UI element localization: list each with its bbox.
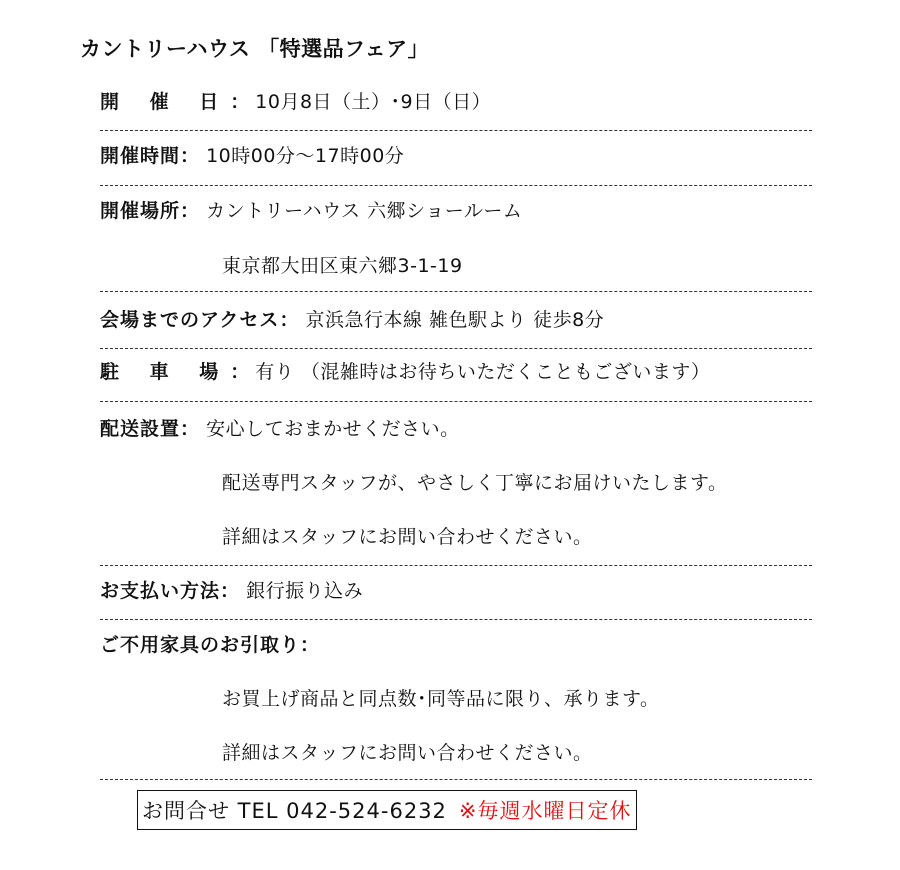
venue-address: 東京都大田区東六郷3-1-19 bbox=[222, 255, 463, 277]
pickup-label bbox=[100, 634, 320, 656]
parking-label-text: 駐 車 場 bbox=[100, 361, 231, 383]
venue-row bbox=[100, 198, 522, 224]
delivery-line-2: 配送専門スタッフが、やさしく丁寧にお届けいたします。 bbox=[222, 472, 728, 494]
hours-label-colon: ： bbox=[180, 145, 201, 167]
divider-delivery bbox=[100, 565, 812, 566]
dates-row bbox=[100, 89, 491, 115]
contact-box bbox=[137, 790, 637, 830]
dates-label-colon: ： bbox=[230, 91, 250, 113]
venue-label bbox=[100, 200, 200, 222]
divider-hours bbox=[100, 185, 812, 186]
delivery-label-text: 配送設置 bbox=[100, 418, 181, 440]
pickup-label-colon: ： bbox=[300, 634, 321, 656]
venue-name: カントリーハウス 六郷ショールーム bbox=[206, 200, 523, 222]
pickup-label-text: ご不用家具のお引取り bbox=[100, 634, 301, 656]
delivery-row bbox=[100, 416, 460, 442]
closed-day-note: ※毎週水曜日定休 bbox=[458, 799, 632, 823]
document-title: カントリーハウス 「特選品フェア」 bbox=[80, 37, 430, 61]
hours-row bbox=[100, 143, 404, 169]
access-label-colon: ： bbox=[279, 309, 300, 331]
delivery-label bbox=[100, 418, 200, 440]
pickup-line-2: 詳細はスタッフにお問い合わせください。 bbox=[222, 742, 593, 764]
venue-label-colon: ： bbox=[180, 200, 201, 222]
divider-access bbox=[100, 348, 812, 349]
delivery-label-colon: ： bbox=[180, 418, 201, 440]
hours-label-text: 開催時間 bbox=[100, 145, 181, 167]
pickup-row bbox=[100, 632, 320, 658]
dates-value: 10月8日（土）･9日（日） bbox=[255, 91, 492, 113]
payment-value: 銀行振り込み bbox=[246, 580, 364, 602]
dates-label-text: 開 催 日 bbox=[100, 91, 231, 113]
access-label-text: 会場までのアクセス bbox=[100, 309, 280, 331]
venue-label-text: 開催場所 bbox=[100, 200, 181, 222]
payment-row bbox=[100, 578, 363, 604]
divider-venue bbox=[100, 291, 812, 292]
pickup-line-1: お買上げ商品と同点数･同等品に限り、承ります。 bbox=[222, 688, 660, 710]
access-label bbox=[100, 309, 299, 331]
contact-text: お問合せ TEL 042-524-6232 bbox=[142, 799, 447, 823]
access-row bbox=[100, 307, 604, 333]
dates-label bbox=[100, 91, 249, 113]
payment-label-colon: ： bbox=[220, 580, 241, 602]
divider-dates bbox=[100, 130, 812, 131]
divider-payment bbox=[100, 619, 812, 620]
parking-label bbox=[100, 361, 249, 383]
parking-row bbox=[100, 359, 710, 385]
payment-label bbox=[100, 580, 240, 602]
access-value: 京浜急行本線 雑色駅より 徒歩8分 bbox=[305, 309, 605, 331]
hours-value: 10時00分～17時00分 bbox=[206, 145, 405, 167]
hours-label bbox=[100, 145, 200, 167]
divider-parking bbox=[100, 401, 812, 402]
delivery-line-3: 詳細はスタッフにお問い合わせください。 bbox=[222, 526, 593, 548]
payment-label-text: お支払い方法 bbox=[100, 580, 221, 602]
parking-value: 有り （混雑時はお待ちいただくこともございます） bbox=[255, 361, 711, 383]
divider-pickup bbox=[100, 779, 812, 780]
delivery-line-1: 安心しておまかせください。 bbox=[206, 418, 460, 440]
parking-label-colon: ： bbox=[230, 361, 250, 383]
